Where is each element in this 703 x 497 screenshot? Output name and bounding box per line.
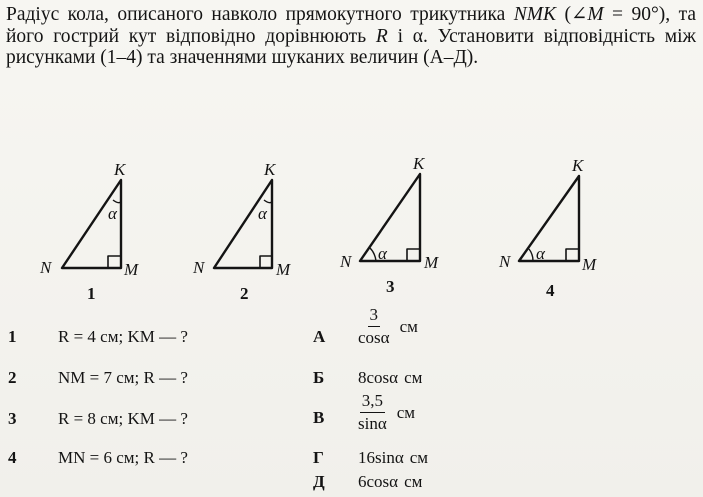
fig3-number: 3 xyxy=(386,277,395,296)
triangle-name: NMK xyxy=(513,4,557,25)
answer-a-unit: см xyxy=(399,316,418,336)
fig2-label-k: K xyxy=(264,160,276,179)
condition-number-2: 2 xyxy=(8,368,17,387)
answer-b xyxy=(358,368,422,388)
condition-number-3: 3 xyxy=(8,409,17,428)
fig1-label-alpha: α xyxy=(108,204,117,223)
right-angle-mark-3 xyxy=(407,249,420,261)
condition-text-3: R = 8 см; KM — ? xyxy=(58,409,188,428)
triangle-2 xyxy=(214,180,272,268)
answer-b-unit: см xyxy=(404,368,423,387)
condition-text-4: MN = 6 см; R — ? xyxy=(58,448,188,467)
fig2-label-m: M xyxy=(276,260,291,279)
answer-v-fraction xyxy=(358,391,387,434)
answer-d-unit: см xyxy=(404,472,423,491)
triangle-3 xyxy=(360,174,420,261)
condition-number-4: 4 xyxy=(8,448,17,467)
right-angle-mark-1 xyxy=(108,256,121,268)
answer-g xyxy=(358,448,428,468)
answer-g-expr: 16sinα xyxy=(358,448,404,467)
fig2-label-alpha: α xyxy=(258,204,267,223)
fig3-label-alpha: α xyxy=(378,244,387,263)
fig1-label-k: K xyxy=(114,160,126,179)
answer-v-unit: см xyxy=(396,402,416,422)
answer-letter-g: Г xyxy=(313,448,324,467)
answer-a xyxy=(358,305,418,348)
answer-g-unit: см xyxy=(409,448,429,467)
fig4-label-m: M xyxy=(582,255,597,274)
answer-letter-b: Б xyxy=(313,368,325,387)
angle-arc-3 xyxy=(370,248,376,261)
radius-symbol: R xyxy=(375,25,388,47)
fig2-number: 2 xyxy=(240,284,249,303)
fig4-label-k: K xyxy=(572,156,584,175)
problem-text-1: Радіус кола, описаного навколо прямокутного трикутника xyxy=(6,4,514,25)
right-angle-mark-2 xyxy=(260,256,272,268)
fig4-label-alpha: α xyxy=(536,244,545,263)
problem-text-3: = 90°), та його гострий кут відповідно дорівнюють xyxy=(6,4,696,47)
answer-a-numerator: 3 xyxy=(368,305,381,327)
answer-letter-a: А xyxy=(313,327,326,346)
fig2-label-n: N xyxy=(193,258,205,277)
answer-letter-d: Д xyxy=(313,472,325,491)
answer-v-numerator: 3,5 xyxy=(360,391,385,413)
fig3-label-k: K xyxy=(413,154,425,173)
angle-vertex: M xyxy=(587,4,604,25)
condition-text-1: R = 4 см; KM — ? xyxy=(58,327,188,346)
problem-text-4: і α. Установити відповідність між рисунками (1–4) та значеннями шуканих величин (А–Д). xyxy=(6,25,696,68)
condition-number-1: 1 xyxy=(8,327,17,346)
fig1-label-m: M xyxy=(124,260,139,279)
fig1-label-n: N xyxy=(40,258,52,277)
answer-d xyxy=(358,472,422,492)
answer-v-denominator: sinα xyxy=(358,414,387,433)
answer-a-denominator: cosα xyxy=(358,328,390,347)
condition-text-2: NM = 7 см; R — ? xyxy=(58,368,188,387)
answer-letter-v: В xyxy=(313,408,325,427)
right-angle-mark-4 xyxy=(566,249,579,261)
fig3-label-m: M xyxy=(424,253,439,272)
triangles-svg xyxy=(0,150,703,310)
answer-v xyxy=(358,391,415,434)
problem-text-2: (∠ xyxy=(556,4,588,25)
problem-statement xyxy=(6,4,696,69)
triangle-1 xyxy=(62,180,121,268)
fig4-label-n: N xyxy=(499,252,511,271)
angle-arc-4 xyxy=(529,249,533,261)
answer-d-expr: 6cosα xyxy=(358,472,399,491)
fig1-number: 1 xyxy=(87,284,96,303)
fig3-label-n: N xyxy=(340,252,352,271)
fig4-number: 4 xyxy=(546,281,555,300)
figures-row xyxy=(0,150,703,310)
answer-a-fraction xyxy=(358,305,390,348)
answer-b-expr: 8cosα xyxy=(358,368,399,387)
